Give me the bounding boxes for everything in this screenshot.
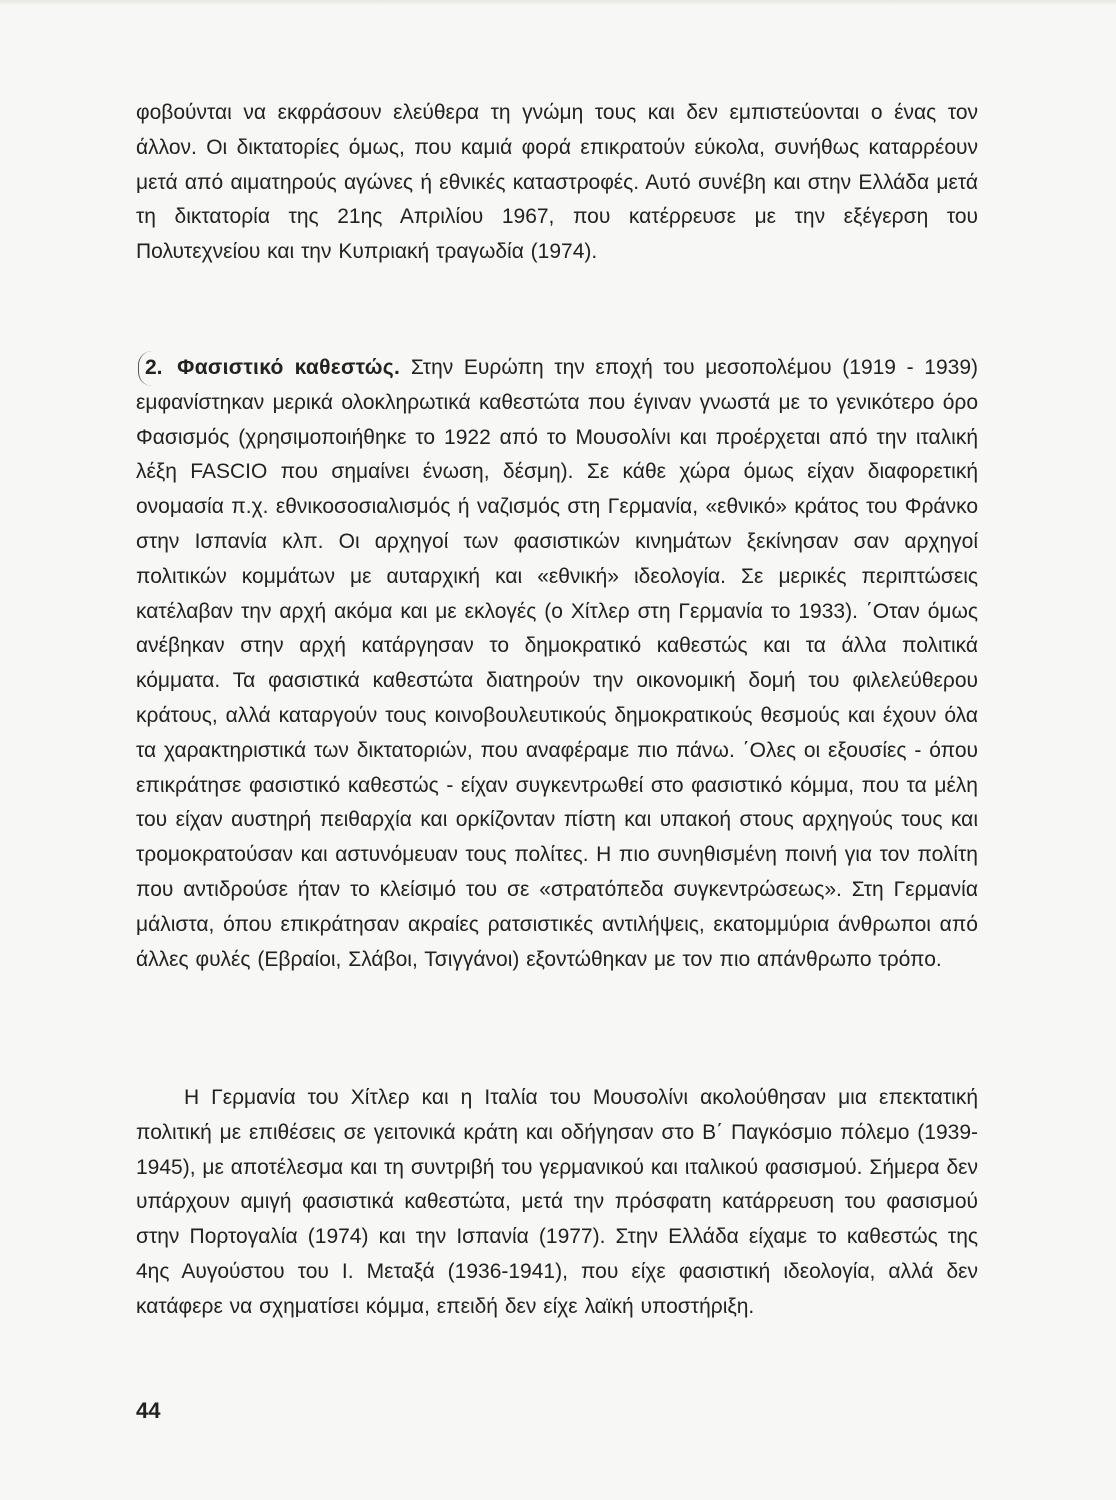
section-body: Στην Ευρώπη την εποχή του μεσοπολέμου (1919 - 1939) εμφανίστηκαν μερικά ολοκληρωτικά καθεστώτα που έγιναν γνωστά με το γενικότερο όρο Φασισμός (χρησιμοποιήθηκε το 1922 από το Μουσολίνι και προέρχεται από την ιταλική λέξη FASCIO που σημαίνει ένωση, δέσμη). Σε κάθε χώρα όμως είχαν διαφορετική ονομασία π.χ. εθνικοσοσιαλισμός ή ναζισμός στη Γερμανία, «εθνικό» κράτος του Φράνκο στην Ισπανία κλπ. Οι αρχηγοί των φασιστικών κινημάτων ξεκίνησαν σαν αρχηγοί πολιτικών κομμάτων με αυταρχική και «εθνική» ιδεολογία. Σε μερικές περιπτώσεις κατέλαβαν την αρχή ακόμα και με εκλογές (ο Χίτλερ στη Γερμανία το 1933). ΄Οταν όμως ανέβηκαν στην αρχή κατάργησαν το δημοκρατικό καθεστώς και τα άλλα πολιτικά κόμματα. Τα φασιστικά καθεστώτα διατηρούν την οικονομική δομή του φιλελεύθερου κράτους, αλλά καταργούν τους κοινοβουλευτικούς δημοκρατικούς θεσμούς και έχουν όλα τα χαρακτηριστικά των δικτατοριών, που αναφέραμε πιο πάνω. ΄Ολες οι εξουσίες - όπου επικράτησε φασιστικό καθεστώς - είχαν συγκεντρωθεί στο φασιστικό κόμμα, που τα μέλη του είχαν αυστηρή πειθαρχία και ορκίζονταν πίστη και υπακοή στους αρχηγούς τους και τρομοκρατούσαν και αστυνόμευαν τους πολίτες. Η πιο συνηθισμένη ποινή για τον πολίτη που αντιδρούσε ήταν το κλείσιμό του σε «στρατόπεδα συγκεντρώσεως». Στη Γερμανία μάλιστα, όπου επικράτησαν ακραίες ρατσιστικές αντιλήψεις, εκατομμύρια άνθρωποι από άλλες φυλές (Εβραίοι, Σλάβοι, Τσιγγάνοι) εξοντώθηκαν με τον πιο απάνθρωπο τρόπο. xyxy=(136,356,978,971)
section-2-paragraph xyxy=(136,351,978,977)
closing-paragraph-block xyxy=(136,1081,978,1325)
scan-edge xyxy=(0,0,1116,6)
intro-paragraph: φοβούνται να εκφράσουν ελεύθερα τη γνώμη τους και δεν εμπιστεύονται ο ένας τον άλλον. Οι δικτατορίες όμως, που καμιά φορά επικρατούν εύκολα, συνήθως καταρρέουν μετά από αιματηρούς αγώνες ή εθνικές καταστροφές. Αυτό συνέβη και στην Ελλάδα μετά τη δικτατορία της 21ης Απριλίου 1967, που κατέρρευσε με την εξέγερση του Πολυτεχνείου και την Κυπριακή τραγωδία (1974). xyxy=(136,101,978,264)
intro-paragraph-block xyxy=(136,96,978,270)
page-number: 44 xyxy=(136,1398,161,1423)
section-title: Φασιστικό καθεστώς. xyxy=(177,356,401,379)
closing-paragraph: Η Γερμανία του Χίτλερ και η Ιταλία του Μουσολίνι ακολούθησαν μια επεκτατική πολιτική με επιθέσεις σε γειτονικά κράτη και οδήγησαν στο Β΄ Παγκόσμιο πόλεμο (1939-1945), με αποτέλεσμα και τη συντριβή του γερμανικού και ιταλικού φασισμού. Σήμερα δεν υπάρχουν αμιγή φασιστικά καθεστώτα, μετά την πρόσφατη κατάρρευση του φασισμού στην Πορτογαλία (1974) και την Ισπανία (1977). Στην Ελλάδα είχαμε το καθεστώς της 4ης Αυγούστου του Ι. Μεταξά (1936-1941), που είχε φασιστική ιδεολογία, αλλά δεν κατάφερε να σχηματίσει κόμμα, επειδή δεν είχε λαϊκή υποστήριξη. xyxy=(136,1086,978,1318)
section-number: 2. xyxy=(138,351,167,386)
section-2-block xyxy=(136,351,978,977)
